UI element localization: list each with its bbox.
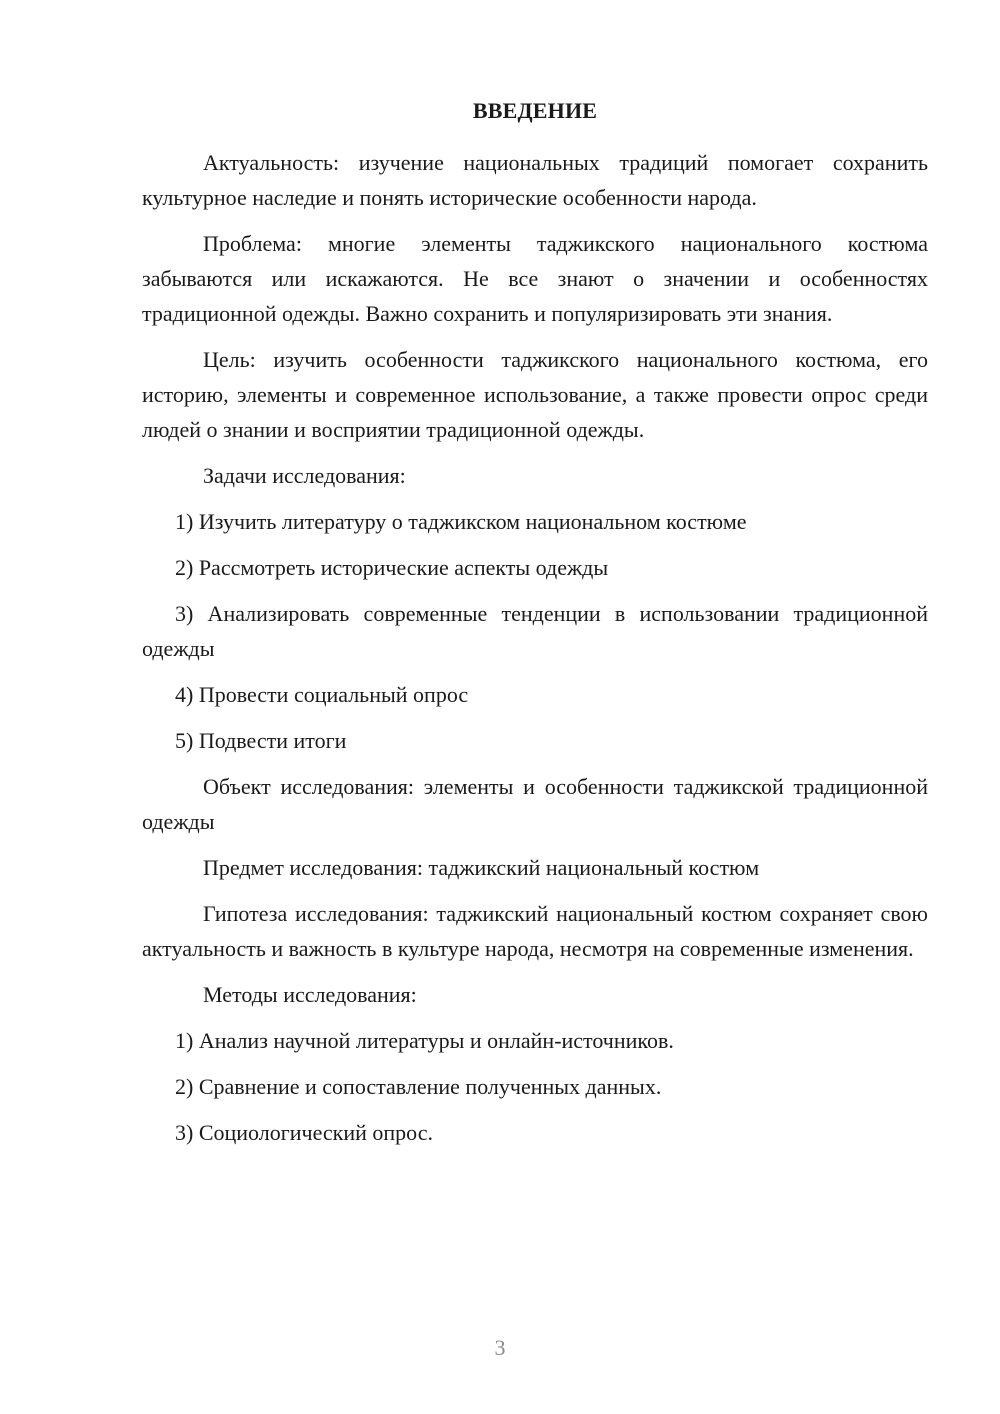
document-page (142, 96, 928, 1161)
section-title: ВВЕДЕНИЕ (472, 98, 598, 123)
task-item: 1) Изучить литературу о таджикском национальном костюме (175, 509, 747, 534)
hypothesis-paragraph: Гипотеза исследования: таджикский национальный костюм сохраняет свою актуальность и важность в культуре народа, несмотря на современные изменения. (142, 901, 928, 961)
subject-paragraph: Предмет исследования: таджикский национальный костюм (203, 855, 760, 880)
tasks-heading: Задачи исследования: (203, 463, 406, 488)
page-number: 3 (494, 1335, 506, 1360)
relevance-paragraph: Актуальность: изучение национальных традиций помогает сохранить культурное наследие и понять исторические особенности народа. (142, 150, 928, 210)
task-item: 3) Анализировать современные тенденции в использовании традиционной одежды (142, 601, 928, 661)
task-item: 5) Подвести итоги (175, 728, 347, 753)
method-item: 3) Социологический опрос. (175, 1120, 433, 1145)
method-item: 1) Анализ научной литературы и онлайн-источников. (175, 1028, 674, 1053)
goal-paragraph: Цель: изучить особенности таджикского национального костюма, его историю, элементы и современное использование, а также провести опрос среди людей о знании и восприятии традиционной одежды. (142, 347, 928, 442)
object-paragraph: Объект исследования: элементы и особенности таджикской традиционной одежды (142, 774, 928, 834)
task-item: 4) Провести социальный опрос (175, 682, 469, 707)
method-item: 2) Сравнение и сопоставление полученных данных. (175, 1074, 662, 1099)
methods-heading: Методы исследования: (203, 982, 417, 1007)
task-item: 2) Рассмотреть исторические аспекты одежды (175, 555, 609, 580)
problem-paragraph: Проблема: многие элементы таджикского национального костюма забываются или искажаются. Не все знают о значении и особенностях традиционной одежды. Важно сохранить и популяризировать эти знания. (142, 231, 928, 326)
